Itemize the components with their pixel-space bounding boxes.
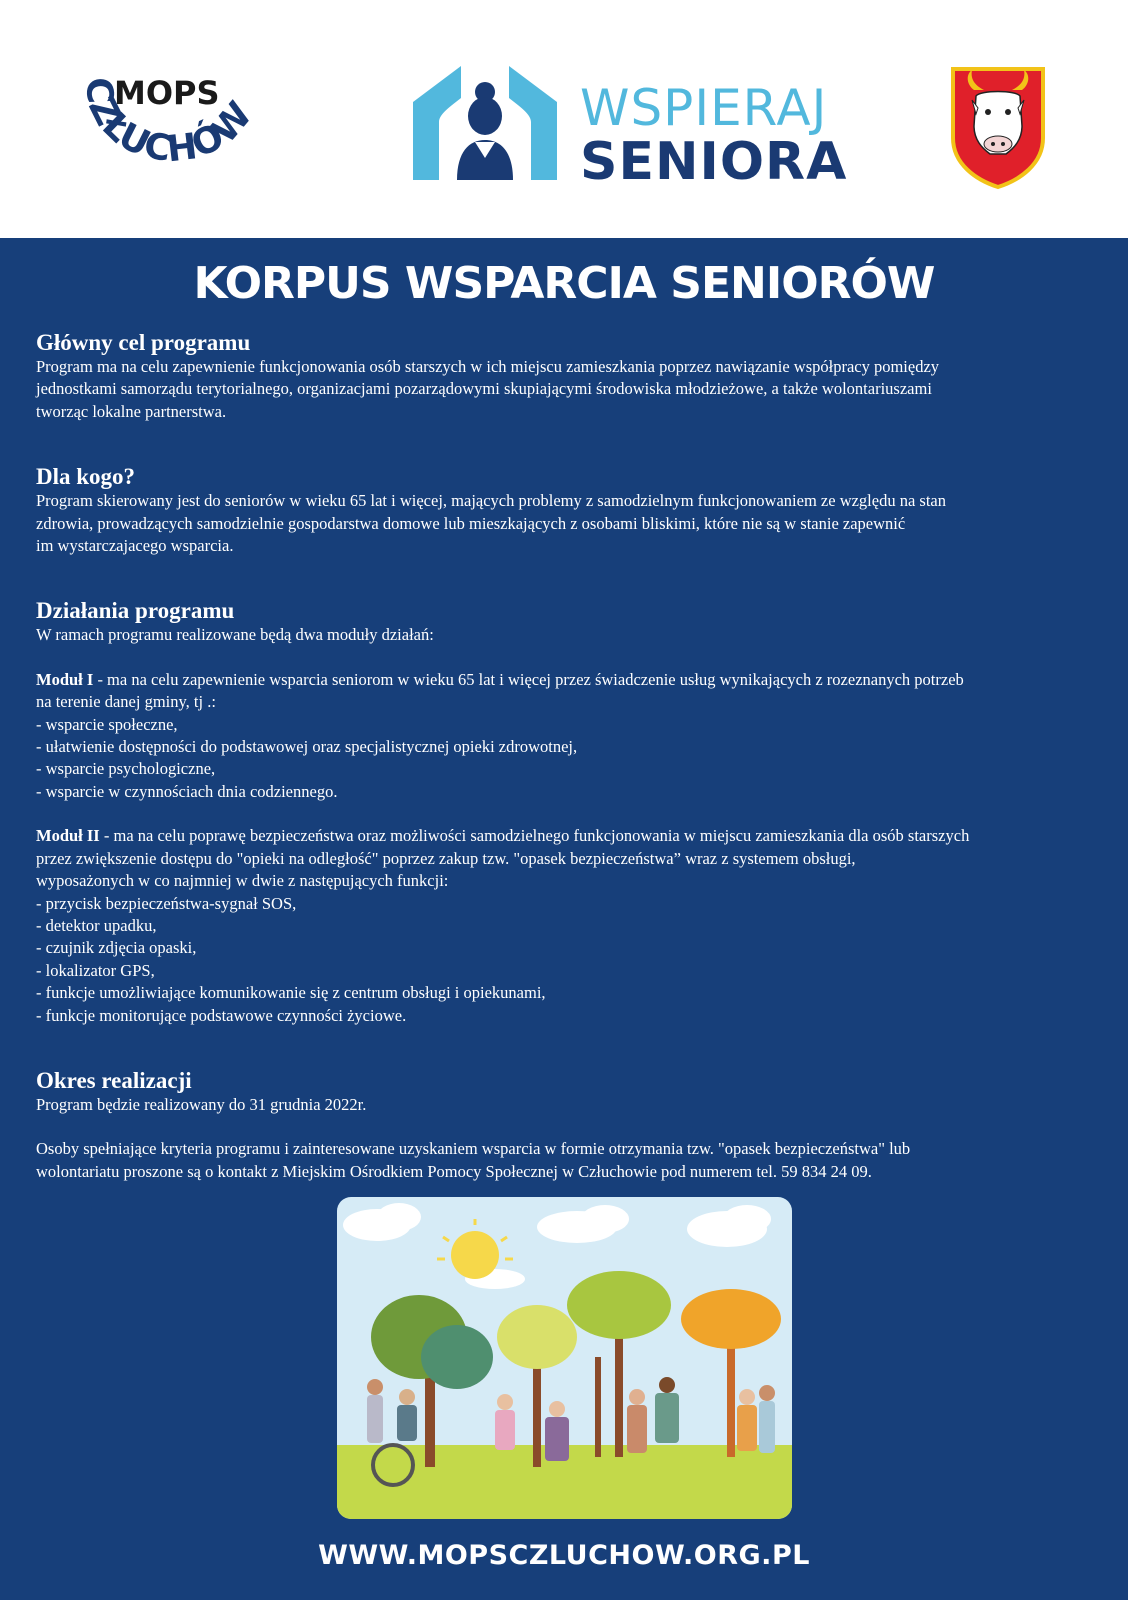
module2-label: Moduł II xyxy=(36,826,100,846)
wordmark-line2: SENIORA xyxy=(580,132,848,192)
audience-line: im wystarczajacego wsparcia. xyxy=(36,536,234,556)
main-panel xyxy=(0,238,1128,1600)
goal-line: jednostkami samorządu terytorialnego, organizacjami pozarządowymi skupiającymi środowiska młodzieżowe, a także wolontariuszami xyxy=(36,379,932,399)
module1-line1: - ma na celu zapewnienie wsparcia seniorom w wieku 65 lat i więcej przez świadczenie usług wynikających z rozeznanych potrzeb xyxy=(93,669,964,689)
period-heading: Okres realizacji xyxy=(36,1067,192,1093)
module2-line1: - ma na celu poprawę bezpieczeństwa oraz możliwości samodzielnego funkcjonowania w miejscu zamieszkania dla osób starszych xyxy=(99,826,970,846)
module1-item: - wsparcie psychologiczne, xyxy=(36,759,216,779)
content xyxy=(36,330,1096,1183)
module2-item: - funkcje umożliwiające komunikowanie się z centrum obsługi i opiekunami, xyxy=(36,983,546,1003)
wordmark-line1: WSPIERAJ xyxy=(580,79,828,137)
mops-logo-city: CZŁUCHÓW xyxy=(77,76,261,171)
coat-of-arms-icon xyxy=(950,66,1046,190)
module2-item: - czujnik zdjęcia opaski, xyxy=(36,938,197,958)
goal-line: tworząc lokalne partnerstwa. xyxy=(36,401,227,421)
wspieraj-seniora-icon xyxy=(405,62,565,182)
page-title: KORPUS WSPARCIA SENIORÓW xyxy=(193,258,935,309)
module2-item: - przycisk bezpieczeństwa-sygnał SOS, xyxy=(36,893,297,913)
seniors-park-illustration xyxy=(337,1197,792,1519)
module2-line2: przez zwiększenie dostępu do "opieki na odległość" poprzez zakup tzw. "opasek bezpieczeństwa” wraz z systemem obsługi, xyxy=(36,848,856,868)
module1-item: - ułatwienie dostępności do podstawowej oraz specjalistycznej opieki zdrowotnej, xyxy=(36,737,578,757)
module1-item: - wsparcie społeczne, xyxy=(36,714,178,734)
wspieraj-seniora-wordmark xyxy=(580,79,848,192)
module2-line3: wyposażonych w co najmniej w dwie z następujących funkcji: xyxy=(36,871,449,891)
header xyxy=(0,0,1128,238)
module2-item: - lokalizator GPS, xyxy=(36,960,155,980)
contact-line: Osoby spełniające kryteria programu i zainteresowane uzyskaniem wsparcia w formie otrzymania tzw. "opasek bezpieczeństwa" lub xyxy=(36,1139,911,1159)
audience-line: Program skierowany jest do seniorów w wieku 65 lat i więcej, mających problemy z samodzielnym funkcjonowaniem ze względu na stan xyxy=(36,491,946,511)
module1-text xyxy=(36,669,1096,691)
period-text: Program będzie realizowany do 31 grudnia 2022r. xyxy=(36,1094,367,1114)
module1-label: Moduł I xyxy=(36,669,94,689)
audience-line: zdrowia, prowadzących samodzielnie gospodarstwa domowe lub mieszkających z osobami bliskimi, które nie są w stanie zapewnić xyxy=(36,513,906,533)
module2-item: - detektor upadku, xyxy=(36,915,157,935)
mops-logo-name: MOPS xyxy=(114,74,220,112)
module1-line2: na terenie danej gminy, tj .: xyxy=(36,692,216,712)
module2-item: - funkcje monitorujące podstawowe czynności życiowe. xyxy=(36,1005,407,1025)
goal-line: Program ma na celu zapewnienie funkcjonowania osób starszych w ich miejscu zamieszkania poprzez nawiązanie współpracy pomiędzy xyxy=(36,357,940,376)
goal-heading: Główny cel programu xyxy=(36,330,251,355)
actions-intro: W ramach programu realizowane będą dwa moduły działań: xyxy=(36,625,434,645)
module1-item: - wsparcie w czynnościach dnia codziennego. xyxy=(36,781,338,801)
module2-text xyxy=(36,825,1096,847)
audience-heading: Dla kogo? xyxy=(36,464,136,490)
contact-line: wolontariatu proszone są o kontakt z Miejskim Ośrodkiem Pomocy Społecznej w Człuchowie pod numerem tel. 59 834 24 09. xyxy=(36,1161,872,1181)
mops-czluchow-logo xyxy=(66,58,276,198)
actions-heading: Działania programu xyxy=(36,598,235,624)
footer-url: WWW.MOPSCZLUCHOW.ORG.PL xyxy=(318,1540,810,1571)
